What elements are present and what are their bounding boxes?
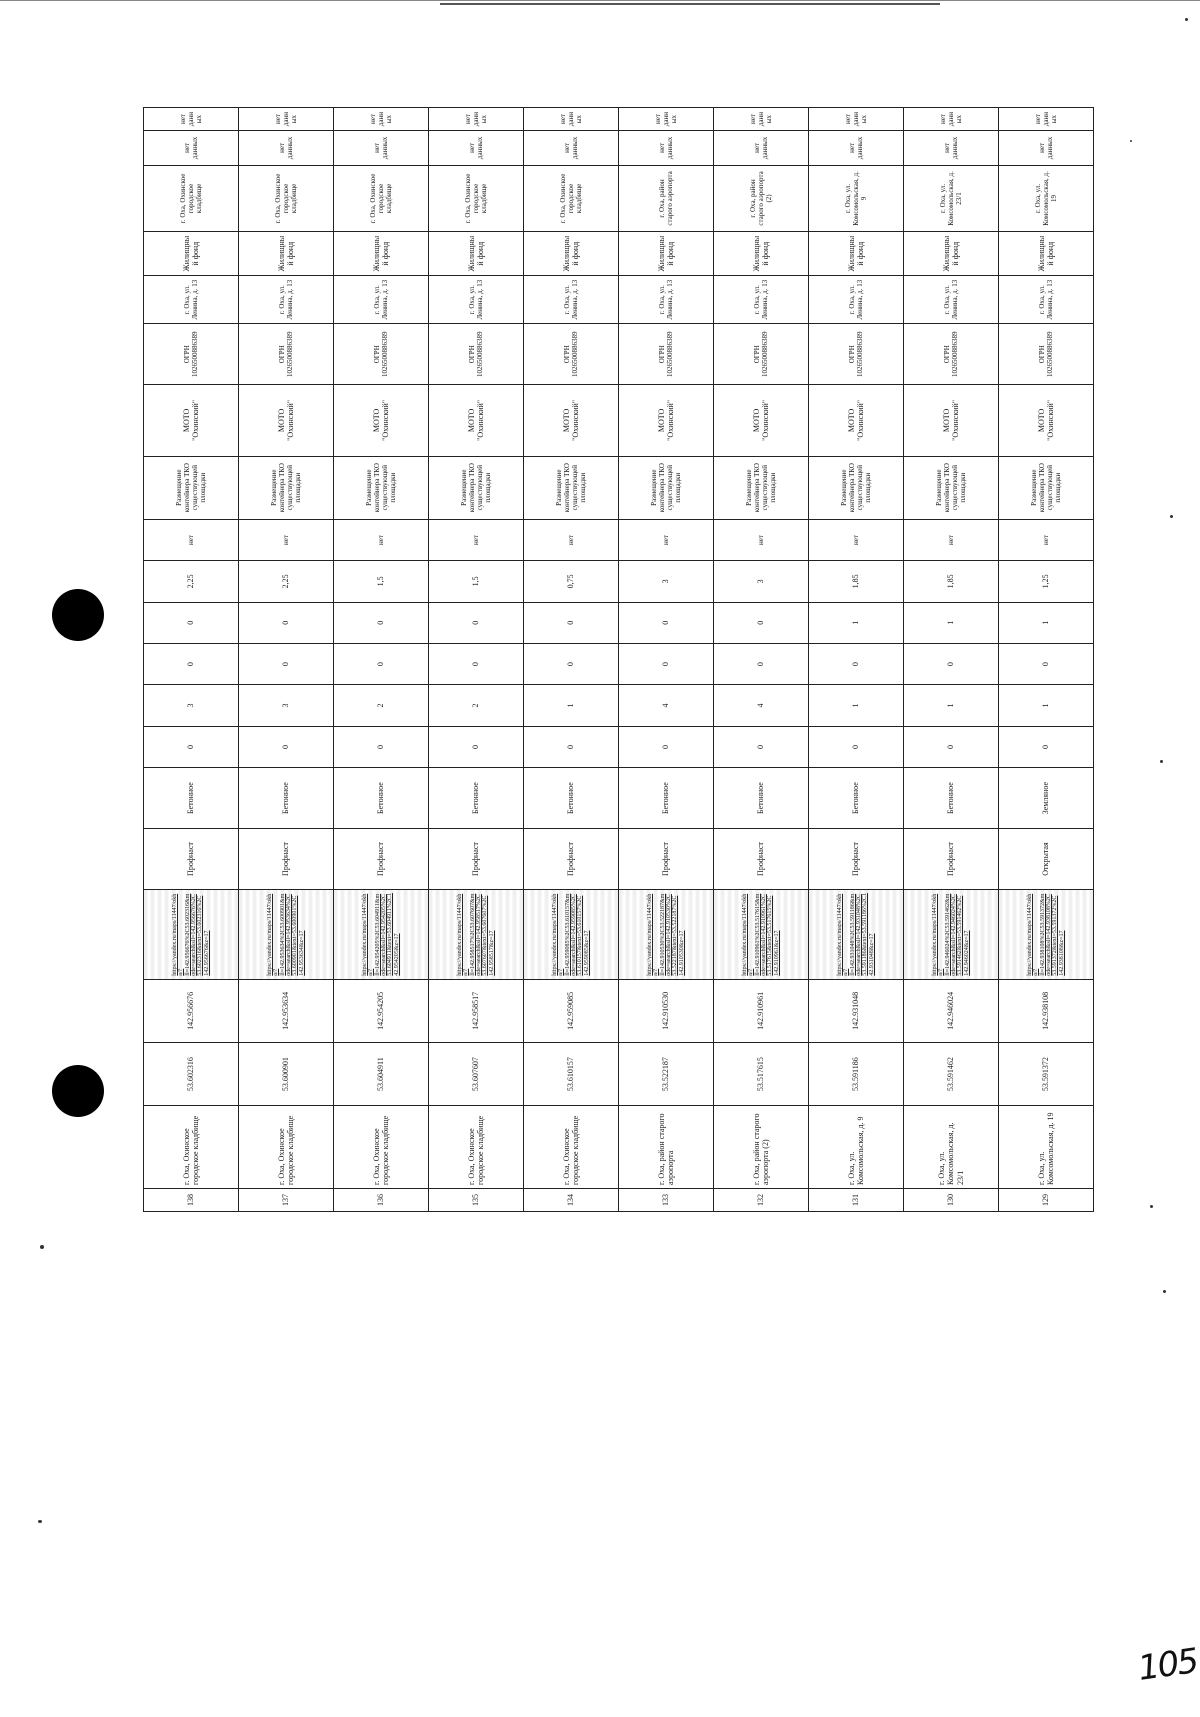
cell-c4: 0	[524, 602, 619, 643]
cell-lon: 142.938108	[999, 979, 1094, 1042]
cell-owner: МОТО "Охинский"	[714, 385, 809, 456]
cell-source: Жилищный фонд	[524, 232, 619, 276]
cell-source-address: г. Оха, Охинское городское кладбище	[334, 165, 429, 232]
cell-no: 135	[429, 1189, 524, 1212]
cell-c4: 0	[429, 602, 524, 643]
cell-c5: 1,25	[999, 561, 1094, 602]
cell-c5: 1,85	[904, 561, 999, 602]
cell-ogrn: ОГРН 1026500886389	[429, 324, 524, 385]
cell-owner-address: г. Оха, ул. Ленина, д. 13	[524, 276, 619, 324]
cell-owner-address: г. Оха, ул. Ленина, д. 13	[239, 276, 334, 324]
cell-c6: нет	[714, 519, 809, 560]
cell-source-address: г. Оха, Охинское городское кладбище	[429, 165, 524, 232]
cell-c2: 4	[619, 685, 714, 726]
cell-d2: нет данных	[239, 108, 334, 131]
cell-lon: 142.956676	[144, 979, 239, 1042]
cell-c1: 0	[714, 726, 809, 767]
cell-map-link[interactable]: https://yandex.ru/maps/11447/okha/?ll=142.956676%2C53.602316&mode=search&sll=142.956676%2C53.602316&text=53.602316%2C142.956676&z=17	[144, 890, 239, 980]
cell-owner-address: г. Оха, ул. Ленина, д. 13	[999, 276, 1094, 324]
cell-c5: 1,85	[809, 561, 904, 602]
cell-lon: 142.953634	[239, 979, 334, 1042]
cell-lat: 53.591186	[809, 1042, 904, 1105]
cell-purpose: Размещение контейнера ТКО существующей площадки	[524, 456, 619, 519]
cell-d2: нет данных	[904, 108, 999, 131]
cell-d1: нет данных	[809, 131, 904, 165]
cell-owner: МОТО "Охинский"	[619, 385, 714, 456]
cell-map-link[interactable]: https://yandex.ru/maps/11447/okha/?ll=142.910961%2C53.517615&mode=search&sll=142.910961%2C53.517615&text=53.517615%2C142.910961&z=17	[714, 890, 809, 980]
cell-c6: нет	[334, 519, 429, 560]
register-table	[143, 107, 1094, 1212]
cell-lat: 53.607607	[429, 1042, 524, 1105]
cell-type: Открытая	[999, 829, 1094, 890]
cell-c5: 0,75	[524, 561, 619, 602]
cell-source-address: г. Оха, район старого аэропорта	[619, 165, 714, 232]
cell-no: 132	[714, 1189, 809, 1212]
cell-purpose: Размещение контейнера ТКО существующей площадки	[714, 456, 809, 519]
cell-ogrn: ОГРН 1026500886389	[619, 324, 714, 385]
cell-no: 133	[619, 1189, 714, 1212]
cell-purpose: Размещение контейнера ТКО существующей площадки	[429, 456, 524, 519]
cell-owner-address: г. Оха, ул. Ленина, д. 13	[619, 276, 714, 324]
cell-lat: 53.591462	[904, 1042, 999, 1105]
cell-c6: нет	[904, 519, 999, 560]
cell-c4: 0	[714, 602, 809, 643]
scan-top-border	[0, 0, 1200, 2]
cell-lon: 142.958517	[429, 979, 524, 1042]
cell-c6: нет	[144, 519, 239, 560]
cell-lat: 53.604911	[334, 1042, 429, 1105]
cell-owner: МОТО "Охинский"	[999, 385, 1094, 456]
cell-source: Жилищный фонд	[809, 232, 904, 276]
table-row	[904, 108, 999, 1212]
cell-type: Профнаст	[619, 829, 714, 890]
cell-c5: 1,5	[334, 561, 429, 602]
cell-address: г. Оха, район старого аэропорта	[619, 1106, 714, 1189]
cell-type: Профнаст	[429, 829, 524, 890]
cell-purpose: Размещение контейнера ТКО существующей площадки	[999, 456, 1094, 519]
cell-address: г. Оха, ул. Комсомольская, д. 19	[999, 1106, 1094, 1189]
cell-source: Жилищный фонд	[334, 232, 429, 276]
scan-speck	[1150, 1205, 1153, 1208]
punch-hole	[52, 589, 104, 641]
scan-speck	[38, 1520, 42, 1523]
cell-no: 130	[904, 1189, 999, 1212]
cell-source-address: г. Оха, Охинское городское кладбище	[239, 165, 334, 232]
cell-owner-address: г. Оха, ул. Ленина, д. 13	[904, 276, 999, 324]
cell-c6: нет	[429, 519, 524, 560]
cell-lon: 142.954205	[334, 979, 429, 1042]
cell-no: 134	[524, 1189, 619, 1212]
cell-c1: 0	[144, 726, 239, 767]
cell-c6: нет	[999, 519, 1094, 560]
cell-lon: 142.946024	[904, 979, 999, 1042]
cell-source: Жилищный фонд	[144, 232, 239, 276]
cell-address: г. Оха, район старого аэропорта (2)	[714, 1106, 809, 1189]
cell-d1: нет данных	[144, 131, 239, 165]
cell-lon: 142.910961	[714, 979, 809, 1042]
cell-address: г. Оха, Охинское городское кладбище	[239, 1106, 334, 1189]
cell-d2: нет данных	[999, 108, 1094, 131]
scan-edge-line	[440, 3, 940, 5]
cell-purpose: Размещение контейнера ТКО существующей площадки	[809, 456, 904, 519]
cell-owner-address: г. Оха, ул. Ленина, д. 13	[714, 276, 809, 324]
table-row	[524, 108, 619, 1212]
cell-address: г. Оха, Охинское городское кладбище	[334, 1106, 429, 1189]
cell-source: Жилищный фонд	[619, 232, 714, 276]
cell-map-link[interactable]: https://yandex.ru/maps/11447/okha/?ll=142.959085%2C53.610157&mode=search&sll=142.959085%2C53.610157&text=53.610157%2C142.959085&z=17	[524, 890, 619, 980]
cell-surface: Бетонное	[144, 768, 239, 829]
cell-c2: 3	[239, 685, 334, 726]
cell-owner-address: г. Оха, ул. Ленина, д. 13	[429, 276, 524, 324]
scan-speck	[1130, 140, 1132, 142]
cell-c1: 0	[619, 726, 714, 767]
cell-ogrn: ОГРН 1026500886389	[999, 324, 1094, 385]
cell-c5: 1,5	[429, 561, 524, 602]
cell-type: Профнаст	[904, 829, 999, 890]
scan-speck	[40, 1245, 44, 1249]
cell-source-address: г. Оха, ул. Комсомольская, д. 19	[999, 165, 1094, 232]
cell-d2: нет данных	[619, 108, 714, 131]
cell-purpose: Размещение контейнера ТКО существующей площадки	[239, 456, 334, 519]
cell-c4: 0	[144, 602, 239, 643]
cell-d2: нет данных	[524, 108, 619, 131]
cell-lat: 53.602316	[144, 1042, 239, 1105]
cell-c6: нет	[524, 519, 619, 560]
cell-map-link[interactable]: https://yandex.ru/maps/11447/okha/?ll=142.954205%2C53.604911&mode=search&sll=142.954205%2C53.604911&text=53.604911%2C142.954205&z=17	[334, 890, 429, 980]
cell-no: 136	[334, 1189, 429, 1212]
cell-type: Профнаст	[524, 829, 619, 890]
cell-d1: нет данных	[334, 131, 429, 165]
cell-c6: нет	[619, 519, 714, 560]
cell-c1: 0	[429, 726, 524, 767]
table-row	[429, 108, 524, 1212]
cell-ogrn: ОГРН 1026500886389	[809, 324, 904, 385]
cell-d1: нет данных	[239, 131, 334, 165]
cell-owner-address: г. Оха, ул. Ленина, д. 13	[809, 276, 904, 324]
table-row	[619, 108, 714, 1212]
cell-ogrn: ОГРН 1026500886389	[144, 324, 239, 385]
cell-purpose: Размещение контейнера ТКО существующей площадки	[334, 456, 429, 519]
punch-hole	[52, 1065, 104, 1117]
cell-surface: Бетонное	[809, 768, 904, 829]
cell-ogrn: ОГРН 1026500886389	[714, 324, 809, 385]
cell-c2: 4	[714, 685, 809, 726]
cell-c4: 1	[999, 602, 1094, 643]
cell-d1: нет данных	[524, 131, 619, 165]
cell-ogrn: ОГРН 1026500886389	[334, 324, 429, 385]
cell-c3: 0	[809, 643, 904, 684]
cell-lon: 142.959085	[524, 979, 619, 1042]
cell-d1: нет данных	[904, 131, 999, 165]
cell-c3: 0	[999, 643, 1094, 684]
scan-speck	[1170, 515, 1173, 518]
cell-c2: 1	[524, 685, 619, 726]
cell-c3: 0	[429, 643, 524, 684]
table-row	[809, 108, 904, 1212]
cell-surface: Бетонное	[239, 768, 334, 829]
cell-d1: нет данных	[429, 131, 524, 165]
cell-address: г. Оха, Охинское городское кладбище	[524, 1106, 619, 1189]
cell-c3: 0	[144, 643, 239, 684]
cell-map-link[interactable]: https://yandex.ru/maps/11447/okha/?ll=142.958517%2C53.607607&mode=search&sll=142.958517%2C53.607607&text=53.607607%2C142.958517&z=17	[429, 890, 524, 980]
cell-c4: 0	[239, 602, 334, 643]
cell-type: Профнаст	[334, 829, 429, 890]
cell-c2: 2	[429, 685, 524, 726]
cell-ogrn: ОГРН 1026500886389	[524, 324, 619, 385]
cell-d2: нет данных	[809, 108, 904, 131]
cell-c5: 3	[619, 561, 714, 602]
cell-d2: нет данных	[714, 108, 809, 131]
cell-c2: 3	[144, 685, 239, 726]
cell-map-link[interactable]: https://yandex.ru/maps/11447/okha/?ll=142.931048%2C53.591186&mode=search&sll=142.931048%2C53.591186&text=53.591186%2C142.931048&z=17	[809, 890, 904, 980]
cell-purpose: Размещение контейнера ТКО существующей площадки	[144, 456, 239, 519]
cell-c2: 1	[999, 685, 1094, 726]
cell-source: Жилищный фонд	[714, 232, 809, 276]
table-row	[334, 108, 429, 1212]
cell-address: г. Оха, ул. Комсомольская, д. 23/1	[904, 1106, 999, 1189]
cell-owner: МОТО "Охинский"	[524, 385, 619, 456]
cell-d2: нет данных	[334, 108, 429, 131]
cell-map-link[interactable]: https://yandex.ru/maps/11447/okha/?ll=142.938108%2C53.591372&mode=search&sll=142.938108%2C53.591372&text=53.591372%2C142.938108&z=17	[999, 890, 1094, 980]
cell-surface: Бетонное	[334, 768, 429, 829]
cell-ogrn: ОГРН 1026500886389	[239, 324, 334, 385]
cell-type: Профнаст	[809, 829, 904, 890]
cell-d1: нет данных	[619, 131, 714, 165]
cell-no: 131	[809, 1189, 904, 1212]
cell-address: г. Оха, Охинское городское кладбище	[429, 1106, 524, 1189]
cell-owner: МОТО "Охинский"	[904, 385, 999, 456]
cell-c1: 0	[904, 726, 999, 767]
scan-speck	[1163, 1290, 1166, 1293]
cell-purpose: Размещение контейнера ТКО существующей площадки	[619, 456, 714, 519]
cell-lat: 53.600901	[239, 1042, 334, 1105]
table-row	[999, 108, 1094, 1212]
page-number: 105	[1135, 1641, 1200, 1689]
table-row	[144, 108, 239, 1212]
cell-c2: 1	[809, 685, 904, 726]
cell-surface: Бетонное	[524, 768, 619, 829]
cell-surface: Бетонное	[714, 768, 809, 829]
cell-d1: нет данных	[714, 131, 809, 165]
cell-type: Профнаст	[714, 829, 809, 890]
cell-owner: МОТО "Охинский"	[239, 385, 334, 456]
cell-c4: 1	[809, 602, 904, 643]
cell-type: Профнаст	[144, 829, 239, 890]
table-row	[239, 108, 334, 1212]
cell-c3: 0	[239, 643, 334, 684]
scan-speck	[1185, 18, 1188, 21]
table-body	[144, 108, 1094, 1212]
cell-c1: 0	[999, 726, 1094, 767]
cell-d2: нет данных	[144, 108, 239, 131]
cell-c2: 1	[904, 685, 999, 726]
cell-c4: 1	[904, 602, 999, 643]
cell-owner-address: г. Оха, ул. Ленина, д. 13	[144, 276, 239, 324]
cell-c4: 0	[334, 602, 429, 643]
cell-source: Жилищный фонд	[904, 232, 999, 276]
cell-lat: 53.591372	[999, 1042, 1094, 1105]
cell-lat: 53.517615	[714, 1042, 809, 1105]
cell-map-link[interactable]: https://yandex.ru/maps/11447/okha/?ll=142.953634%2C53.600901&mode=search&sll=142.953634%2C53.600901&text=53.600901%2C142.953634&z=17	[239, 890, 334, 980]
cell-no: 129	[999, 1189, 1094, 1212]
cell-lon: 142.910530	[619, 979, 714, 1042]
cell-lon: 142.931048	[809, 979, 904, 1042]
cell-owner: МОТО "Охинский"	[334, 385, 429, 456]
cell-c2: 2	[334, 685, 429, 726]
cell-source-address: г. Оха, Охинское городское кладбище	[524, 165, 619, 232]
cell-source: Жилищный фонд	[999, 232, 1094, 276]
cell-address: г. Оха, Охинское городское кладбище	[144, 1106, 239, 1189]
cell-map-link[interactable]: https://yandex.ru/maps/11447/okha/?ll=142.946024%2C53.591462&mode=search&sll=142.946024%2C53.591462&text=53.591462%2C142.946024&z=17	[904, 890, 999, 980]
table-row	[714, 108, 809, 1212]
cell-map-link[interactable]: https://yandex.ru/maps/11447/okha/?ll=142.910530%2C53.522187&mode=search&sll=142.910530%2C53.522187&text=53.522187%2C142.910530&z=17	[619, 890, 714, 980]
cell-surface: Бетонное	[904, 768, 999, 829]
cell-c3: 0	[714, 643, 809, 684]
cell-c6: нет	[239, 519, 334, 560]
cell-lat: 53.610157	[524, 1042, 619, 1105]
scan-speck	[1160, 760, 1163, 763]
cell-source: Жилищный фонд	[429, 232, 524, 276]
cell-lat: 53.522187	[619, 1042, 714, 1105]
cell-c1: 0	[524, 726, 619, 767]
cell-c1: 0	[809, 726, 904, 767]
cell-no: 138	[144, 1189, 239, 1212]
cell-source-address: г. Оха, ул. Комсомольская, д. 9	[809, 165, 904, 232]
cell-owner-address: г. Оха, ул. Ленина, д. 13	[334, 276, 429, 324]
cell-surface: Земляное	[999, 768, 1094, 829]
cell-ogrn: ОГРН 1026500886389	[904, 324, 999, 385]
cell-c3: 0	[904, 643, 999, 684]
cell-no: 137	[239, 1189, 334, 1212]
cell-c4: 0	[619, 602, 714, 643]
cell-c5: 2,25	[239, 561, 334, 602]
cell-c6: нет	[809, 519, 904, 560]
cell-source-address: г. Оха, ул. Комсомольская, д. 23/1	[904, 165, 999, 232]
cell-c1: 0	[334, 726, 429, 767]
cell-source-address: г. Оха, район старого аэропорта (2)	[714, 165, 809, 232]
cell-owner: МОТО "Охинский"	[144, 385, 239, 456]
cell-surface: Бетонное	[429, 768, 524, 829]
cell-source-address: г. Оха, Охинское городское кладбище	[144, 165, 239, 232]
cell-c3: 0	[334, 643, 429, 684]
cell-d1: нет данных	[999, 131, 1094, 165]
cell-source: Жилищный фонд	[239, 232, 334, 276]
cell-address: г. Оха, ул. Комсомольская, д. 9	[809, 1106, 904, 1189]
cell-owner: МОТО "Охинский"	[429, 385, 524, 456]
cell-c3: 0	[619, 643, 714, 684]
cell-c5: 3	[714, 561, 809, 602]
cell-purpose: Размещение контейнера ТКО существующей площадки	[904, 456, 999, 519]
cell-d2: нет данных	[429, 108, 524, 131]
cell-c5: 2,25	[144, 561, 239, 602]
cell-type: Профнаст	[239, 829, 334, 890]
cell-owner: МОТО "Охинский"	[809, 385, 904, 456]
cell-surface: Бетонное	[619, 768, 714, 829]
cell-c3: 0	[524, 643, 619, 684]
cell-c1: 0	[239, 726, 334, 767]
